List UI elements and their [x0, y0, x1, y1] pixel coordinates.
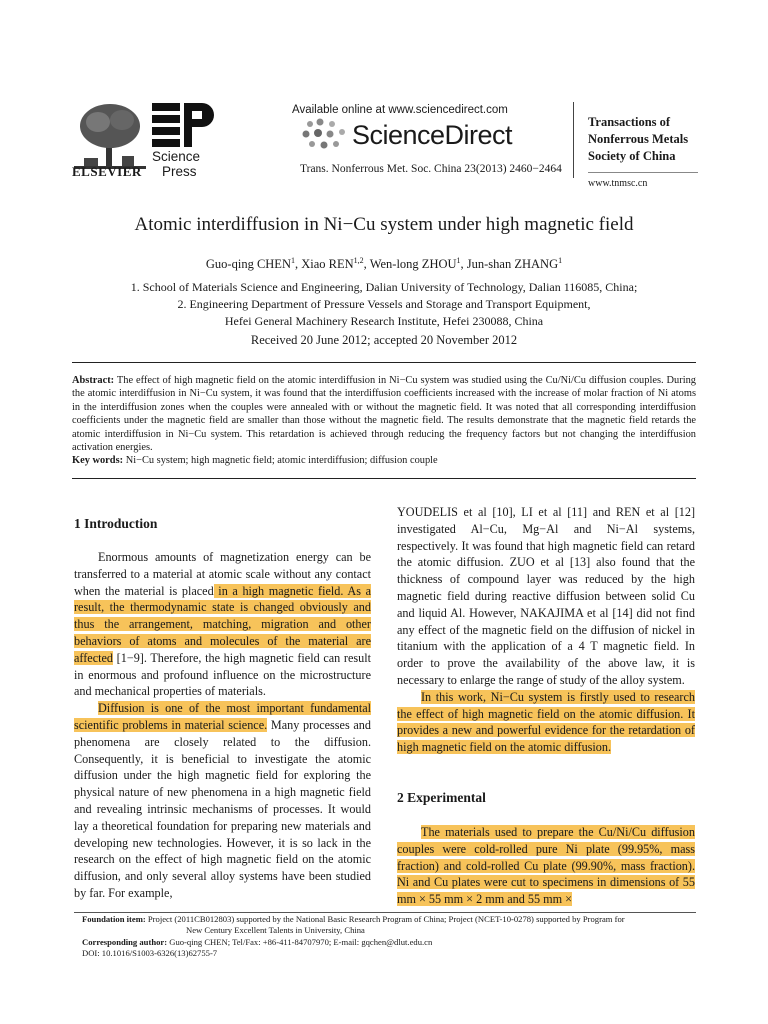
author-name: Wen-long ZHOU: [369, 257, 457, 272]
affiliation-line: 1. School of Materials Science and Engineering, Dalian University of Technology, Dalian 116085, China;: [130, 280, 638, 294]
science-press-logo: [152, 103, 214, 151]
sciencedirect-dots-icon: [300, 118, 350, 154]
author-name: Guo-qing CHEN: [205, 257, 291, 272]
available-online-text: Available online at www.sciencedirect.com: [292, 104, 508, 116]
header-divider-vertical: [573, 102, 574, 178]
author-affil-sup: 1,2: [353, 256, 364, 265]
foundation-line-2: New Century Excellent Talents in University, China: [186, 925, 365, 936]
highlighted-text: Diffusion is one of the most important fundamental scientific problems in material science.: [74, 701, 371, 732]
abstract-label: Abstract:: [72, 375, 115, 386]
affiliation-line: Hefei General Machinery Research Institute, Hefei 230088, China: [224, 314, 544, 328]
highlighted-text: in a high magnetic field. As a result, the thermodynamic state is changed obviously and thus the arrangement, matching, migration and other behaviors of atoms and molecules of the material are affected: [74, 583, 371, 665]
citation-line: Trans. Nonferrous Met. Soc. China 23(2013) 2460−2464: [300, 163, 562, 175]
right-paragraph-1: YOUDELIS et al [10], LI et al [11] and REN et al [12] investigated Al−Cu, Mg−Al and Ni−Al systems, respectively. It was found that high magnetic field can retard the atomic diffusion. ZUO et al [13] also found that the thickness of compound layer was reduced by the high magnetic field during reactive diffusion between solid Cu and liquid Al. However, NAKAJIMA et al [14] did not find any effect of the magnetic field on the diffusion of nickel in titanium with the application of a 4 T magnetic field. In order to prove the availability of the above law, it is necessary to enlarge the range of study of the alloy system.: [397, 505, 695, 687]
abstract-bottom-rule: [72, 478, 696, 479]
foundation-line: [82, 914, 696, 925]
keywords-label: Key words:: [72, 455, 124, 467]
abstract-top-rule: [72, 362, 696, 363]
affiliation-line: 2. Engineering Department of Pressure Vessels and Storage and Transport Equipment,: [177, 297, 591, 311]
affiliations: [0, 279, 768, 330]
author-affil-sup: 1: [558, 256, 563, 265]
journal-url: www.tnmsc.cn: [588, 178, 648, 189]
text-run: [1−9]. Therefore, the high magnetic field can result in enormous and profound influence on the microstructure and mechanical properties of materials.: [74, 650, 371, 699]
left-column: [74, 549, 371, 902]
intro-paragraph-2: [74, 700, 371, 902]
author-name: Xiao REN: [301, 257, 354, 272]
abstract-block: [72, 374, 696, 468]
author-list: Guo-qing CHEN$^1$, Xiao REN$^{1,2}$, Wen-long ZHOU$^1$, Jun-shan ZHANG$^1$: [205, 256, 563, 272]
experimental-block: [397, 824, 695, 908]
elsevier-label: ELSEVIER: [72, 164, 142, 179]
right-paragraph-2: [397, 689, 695, 756]
highlighted-text: The materials used to prepare the Cu/Ni/Cu diffusion couples were cold-rolled pure Ni plate (99.95%, mass fraction) and cold-rolled Cu plate (99.90%, mass fraction). Ni and Cu plates were cut to specimens in dimensions of 55 mm × 55 mm × 2 mm and 55 mm ×: [397, 825, 695, 907]
text-run: Many processes and phenomena are closely related to the diffusion. Consequently, it is beneficial to investigate the atomic diffusion under the high magnetic field for exploring the physical nature of new phenomena in a high magnetic field and revealing intrinsic mechanisms of processes. It would lay a theoretical foundation for preparing new materials and developing new technologies. However, it is so lack in the research on the effect of high magnetic field on the atomic diffusion, and only several alloy systems have been studied by far. For example,: [74, 717, 371, 900]
paper-title: Atomic interdiffusion in Ni−Cu system under high magnetic field: [134, 214, 634, 235]
science-press-line2: Press: [162, 164, 197, 179]
science-press-mark-icon: [152, 103, 214, 151]
section-heading-introduction: 1 Introduction: [74, 516, 158, 531]
keywords-text: Ni−Cu system; high magnetic field; atomic interdiffusion; diffusion couple: [125, 455, 438, 467]
author-name: Jun-shan ZHANG: [466, 257, 559, 272]
footnotes: [82, 914, 696, 960]
right-column: [397, 504, 695, 756]
journal-name-line2: Nonferrous Metals: [588, 132, 689, 146]
science-press-line1: Science: [152, 149, 201, 164]
corresponding-author-text: Guo-qing CHEN; Tel/Fax: +86-411-84707970; E-mail: gqchen@dlut.edu.cn: [169, 936, 433, 947]
abstract-text: The effect of high magnetic field on the atomic interdiffusion in Ni−Cu system was studied using the Cu/Ni/Cu diffusion couples. During the atomic interdiffusion in Ni−Cu system, it was found that the interdiffusion coefficients increased with the increase of molar fraction of Ni atoms in the interdiffusion zones when the couples were annealed with or without the magnetic field. It was noted that all corresponding interdiffusion coefficients under the magnetic field are smaller than those without the magnetic field. The results demonstrate that the magnetic field retards the atomic interdiffusion in Ni−Cu system. This retardation is achieved through reducing the frequency factors but not changing the interdiffusion activation energies.: [72, 375, 696, 454]
section-heading-experimental: 2 Experimental: [397, 790, 486, 805]
received-dates: Received 20 June 2012; accepted 20 November 2012: [250, 333, 518, 347]
foundation-label: Foundation item:: [82, 914, 146, 924]
author-affil-sup: 1: [290, 256, 295, 265]
journal-rule: [588, 172, 698, 173]
intro-paragraph-1: [74, 549, 371, 700]
foundation-text: Project (2011CB012803) supported by the National Basic Research Program of China; Project (NCET-10-0278) supported by Program for: [147, 914, 625, 924]
corresponding-author-label: Corresponding author:: [82, 936, 168, 947]
highlighted-text: In this work, Ni−Cu system is firstly used to research the effect of high magnetic field on the atomic diffusion. It provides a new and powerful evidence for the retardation of high magnetic field on the atomic diffusion.: [397, 689, 695, 755]
footnote-rule: [74, 912, 696, 913]
experimental-paragraph-1: [397, 824, 695, 908]
sciencedirect-brand: ScienceDirect: [352, 120, 513, 150]
text-run: Enormous amounts of magnetization energy can be transferred to a material at atomic scale without any contact when the material is placed: [74, 550, 371, 598]
corresponding-author-line: [82, 937, 696, 948]
journal-name-line3: Society of China: [588, 149, 676, 163]
author-affil-sup: 1: [456, 256, 461, 265]
doi-line: DOI: 10.1016/S1003-6326(13)62755-7: [82, 948, 218, 959]
journal-name-line1: Transactions of: [588, 115, 671, 129]
